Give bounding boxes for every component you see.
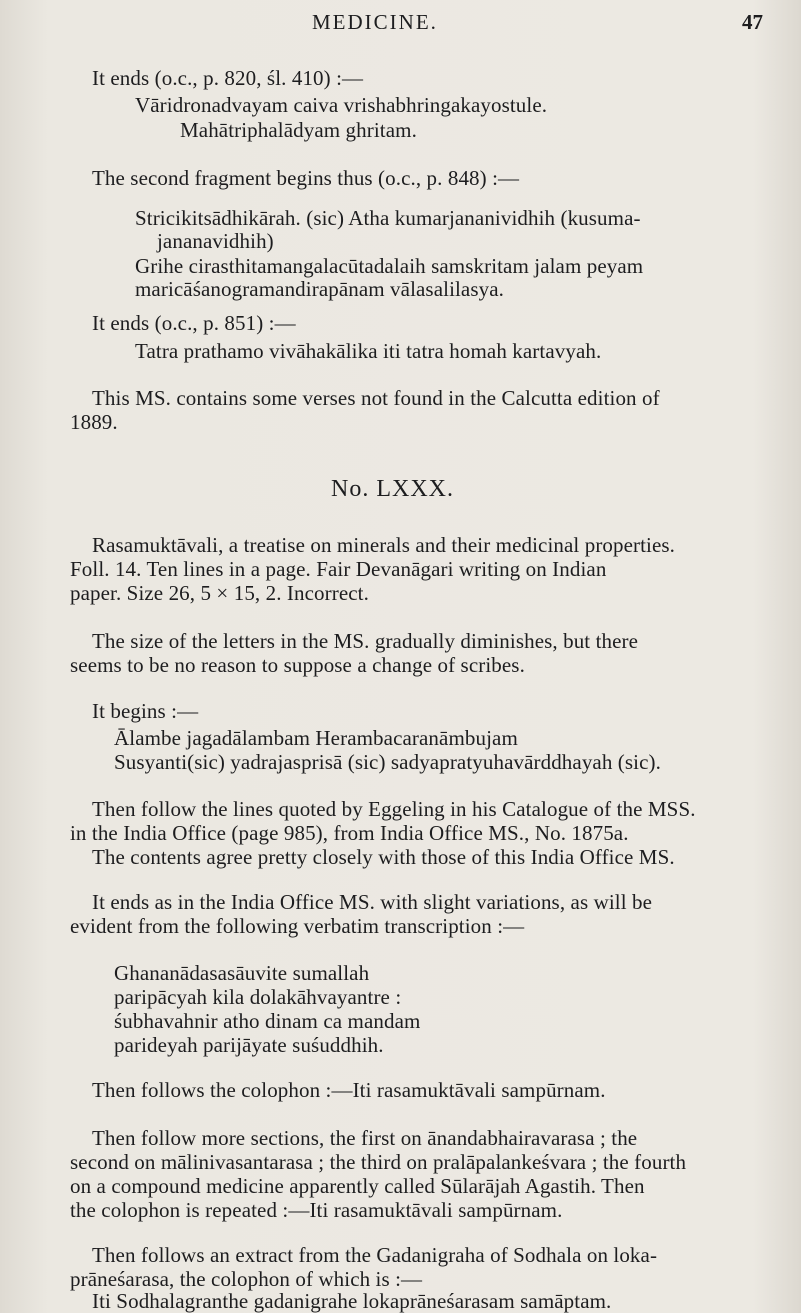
paragraph-line: paper. Size 26, 5 × 15, 2. Incorrect. xyxy=(70,581,369,605)
text-line: It ends (o.c., p. 820, śl. 410) :— xyxy=(92,66,364,90)
paragraph-line: prāneśarasa, the colophon of which is :— xyxy=(70,1267,423,1291)
paragraph-line: Iti Sodhalagranthe gadanigrahe lokaprāneśarasam samāptam. xyxy=(92,1289,612,1313)
text-line: It ends (o.c., p. 851) :— xyxy=(92,311,296,335)
section-title: No. LXXX. xyxy=(331,476,454,502)
verse-line: paripācyah kila dolakāhvayantre : xyxy=(114,985,402,1009)
verse-line: śubhavahnir atho dinam ca mandam xyxy=(114,1009,421,1033)
verse-line: Susyanti(sic) yadrajasprisā (sic) sadyapratyuhavārddhayah (sic). xyxy=(114,750,661,774)
verse-line: Vāridronadvayam caiva vrishabhringakayostule. xyxy=(135,93,548,117)
paragraph-line: 1889. xyxy=(70,410,118,434)
paragraph-line: Then follow the lines quoted by Eggeling in his Catalogue of the MSS. xyxy=(92,797,696,821)
paragraph-line: second on mālinivasantarasa ; the third on pralāpalankeśvara ; the fourth xyxy=(70,1150,687,1174)
paragraph-line: Then follow more sections, the first on ānandabhairavarasa ; the xyxy=(92,1126,638,1150)
verse-line: jananavidhih) xyxy=(157,229,274,253)
paragraph-line: the colophon is repeated :—Iti rasamuktāvali sampūrnam. xyxy=(70,1198,563,1222)
verse-line: parideyah parijāyate suśuddhih. xyxy=(114,1033,384,1057)
paragraph-line: It ends as in the India Office MS. with slight variations, as will be xyxy=(92,890,653,914)
verse-line: Mahātriphalādyam ghritam. xyxy=(180,118,417,142)
paragraph-line: Then follows the colophon :—Iti rasamuktāvali sampūrnam. xyxy=(92,1078,606,1102)
verse-line: maricāśanogramandirapānam vālasalilasya. xyxy=(135,277,504,301)
paragraph-line: seems to be no reason to suppose a change of scribes. xyxy=(70,653,525,677)
paragraph-line: on a compound medicine apparently called Sūlarājah Agastih. Then xyxy=(70,1174,645,1198)
page-header xyxy=(0,10,801,40)
paragraph-line: The size of the letters in the MS. gradually diminishes, but there xyxy=(92,629,639,653)
verse-line: Ālambe jagadālambam Herambacaranāmbujam xyxy=(114,726,518,750)
text-line: The second fragment begins thus (o.c., p. 848) :— xyxy=(92,166,520,190)
text-line: It begins :— xyxy=(92,699,199,723)
paragraph-line: The contents agree pretty closely with those of this India Office MS. xyxy=(92,845,675,869)
paragraph-line: This MS. contains some verses not found in the Calcutta edition of xyxy=(92,386,660,410)
verse-line: Ghananādasasāuvite sumallah xyxy=(114,961,370,985)
running-title: MEDICINE. xyxy=(312,10,438,34)
page-number: 47 xyxy=(742,10,763,34)
verse-line: Grihe cirasthitamangalacūtadalaih samskritam jalam peyam xyxy=(135,254,644,278)
paragraph-line: evident from the following verbatim transcription :— xyxy=(70,914,525,938)
paragraph-line: Then follows an extract from the Gadanigraha of Sodhala on loka- xyxy=(92,1243,658,1267)
paragraph-line: in the India Office (page 985), from India Office MS., No. 1875a. xyxy=(70,821,629,845)
paragraph-line: Foll. 14. Ten lines in a page. Fair Devanāgari writing on Indian xyxy=(70,557,607,581)
verse-line: Stricikitsādhikārah. (sic) Atha kumarjananividhih (kusuma- xyxy=(135,206,641,230)
paragraph-line: Rasamuktāvali, a treatise on minerals and their medicinal properties. xyxy=(92,533,676,557)
verse-line: Tatra prathamo vivāhakālika iti tatra homah kartavyah. xyxy=(135,339,602,363)
